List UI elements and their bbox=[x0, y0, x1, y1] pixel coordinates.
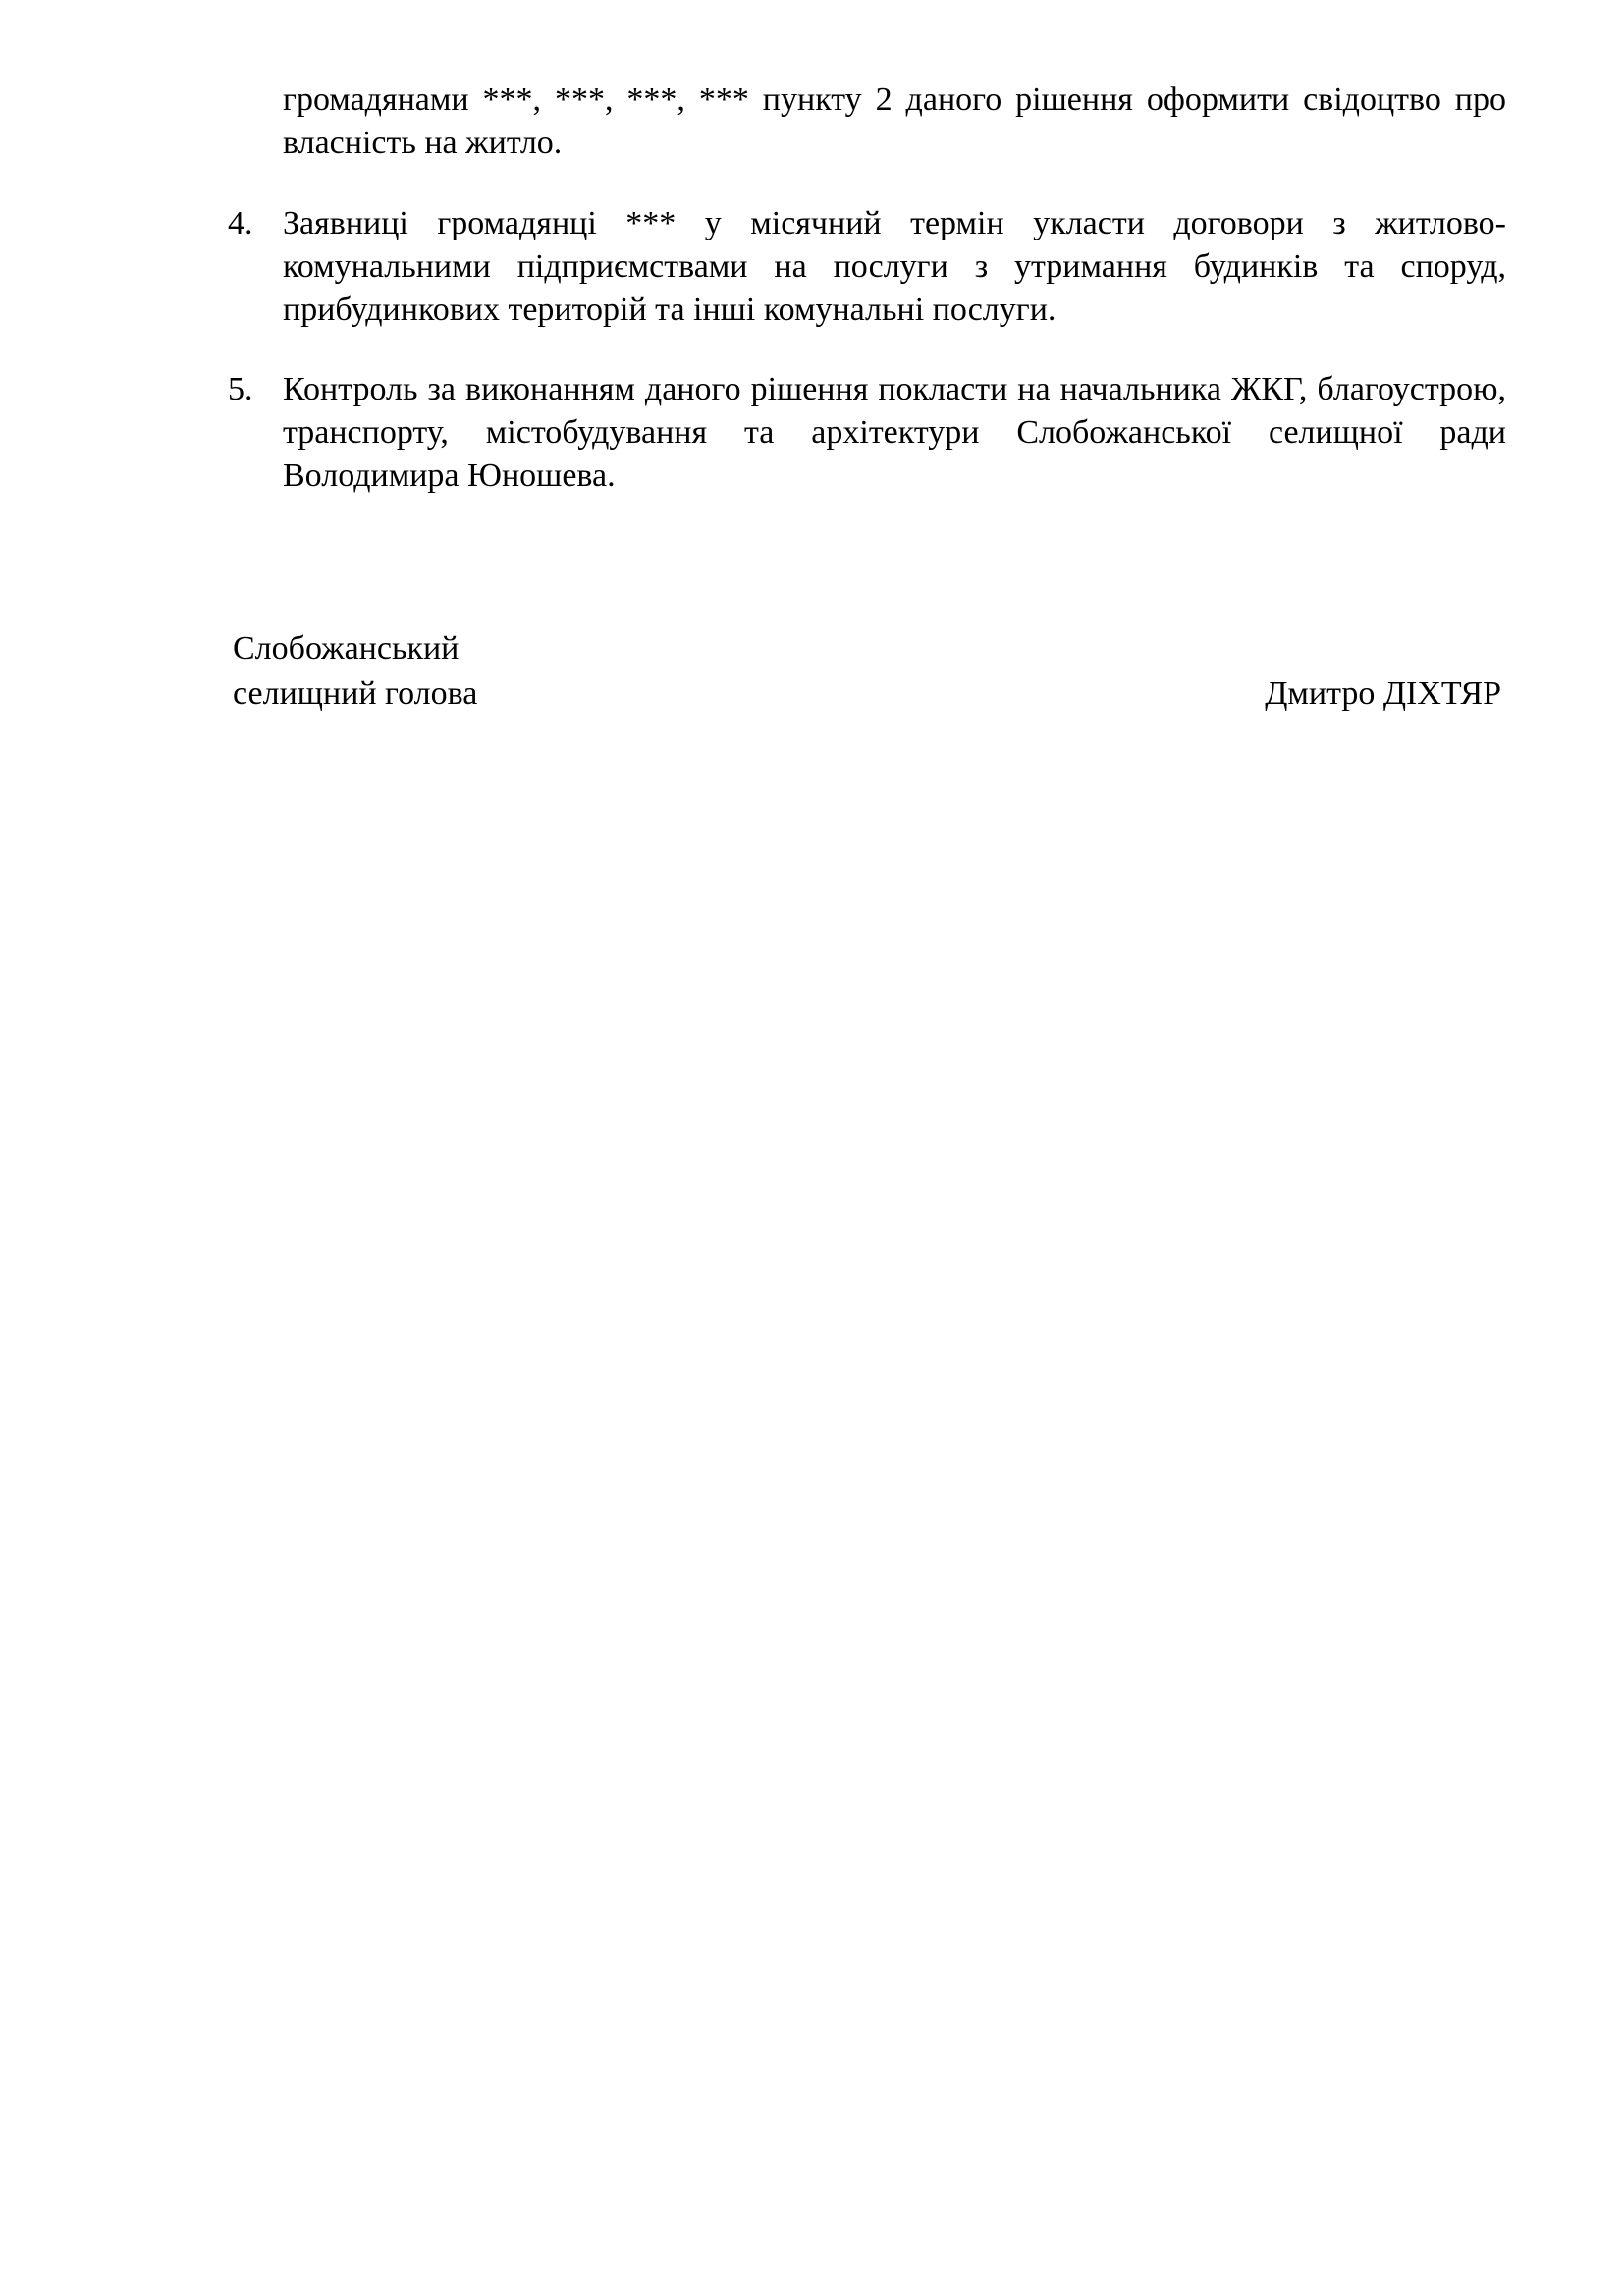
signature-title-line: Слобожанський bbox=[233, 630, 460, 667]
signature-name: Дмитро ДІХТЯР bbox=[1265, 675, 1501, 712]
continuation-paragraph: громадянами ***, ***, ***, *** пункту 2 даного рішення оформити свідоцтво про власність на житло. bbox=[283, 81, 1506, 161]
list-item bbox=[228, 202, 1506, 332]
list-item-number: 5. bbox=[228, 371, 253, 407]
list-item bbox=[228, 368, 1506, 498]
signature-title-line: селищний голова bbox=[233, 675, 478, 712]
list-item-number: 4. bbox=[228, 205, 253, 241]
list-item-text: Контроль за виконанням даного рішення покласти на начальника ЖКГ, благоустрою, транспорту, містобудування та архітектури Слобожанської селищної ради Володимира Юношева. bbox=[283, 371, 1506, 494]
list-item-text: Заявниці громадянці *** у місячний термін укласти договори з житлово-комунальними підприємствами на послуги з утримання будинків та споруд, прибудинкових територій та інші комунальні послуги. bbox=[283, 205, 1506, 328]
signature-title bbox=[233, 626, 477, 717]
